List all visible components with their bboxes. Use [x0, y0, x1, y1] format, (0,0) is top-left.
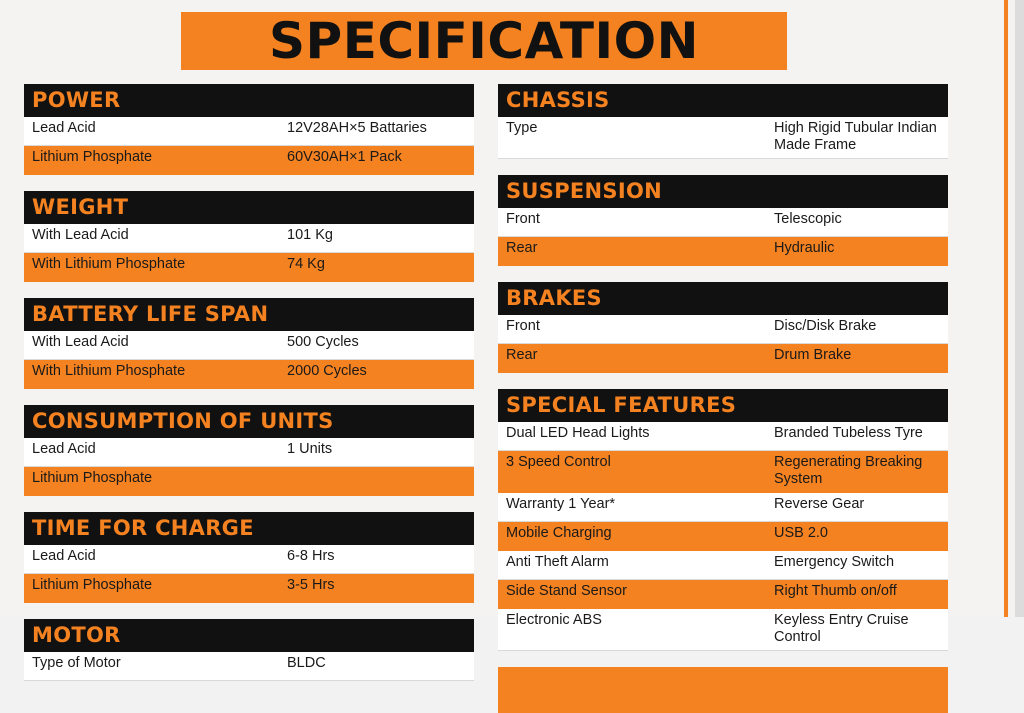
spec-row-label: Lead Acid — [32, 120, 96, 136]
spec-section-header — [24, 84, 474, 117]
spec-section — [498, 282, 948, 373]
spec-section-title: CHASSIS — [506, 88, 610, 112]
spec-section — [24, 619, 474, 681]
spec-section-header — [24, 298, 474, 331]
spec-row-value: Drum Brake — [774, 347, 852, 363]
spec-row-value: BLDC — [287, 655, 326, 671]
spec-row-label: Type — [506, 120, 538, 136]
spec-row-label: Front — [506, 211, 540, 227]
accent-filler-block — [498, 667, 948, 713]
spec-row — [24, 574, 474, 603]
spec-row — [24, 224, 474, 253]
spec-row-label: Mobile Charging — [506, 525, 612, 541]
spec-row-value: 1 Units — [287, 441, 333, 457]
spec-row-value: 12V28AH×5 Battaries — [287, 120, 427, 136]
spec-row — [24, 545, 474, 574]
spec-row-label: Side Stand Sensor — [506, 583, 627, 599]
spec-row-value: 500 Cycles — [287, 334, 359, 350]
spec-row-value: Branded Tubeless Tyre — [774, 425, 923, 441]
spec-row-label: Type of Motor — [32, 655, 121, 671]
spec-section-title: TIME FOR CHARGE — [32, 516, 254, 540]
edge-accent-bar — [1004, 0, 1008, 617]
spec-section — [24, 298, 474, 389]
spec-section — [24, 405, 474, 496]
spec-section-header — [24, 619, 474, 652]
spec-row-value: Hydraulic — [774, 240, 835, 256]
spec-row-value: 74 Kg — [287, 256, 325, 272]
spec-row-label: Dual LED Head Lights — [506, 425, 650, 441]
spec-row-label: Lead Acid — [32, 548, 96, 564]
spec-row-value: Disc/Disk Brake — [774, 318, 877, 334]
edge-grey-bar — [1015, 0, 1024, 617]
spec-section-header — [498, 175, 948, 208]
spec-row — [24, 146, 474, 175]
spec-row-label: With Lead Acid — [32, 334, 129, 350]
spec-row-value: 3-5 Hrs — [287, 577, 335, 593]
spec-section-header — [24, 512, 474, 545]
spec-row-label: Rear — [506, 347, 538, 363]
spec-section-header — [498, 282, 948, 315]
page-title: SPECIFICATION — [269, 12, 699, 70]
spec-row-label: With Lead Acid — [32, 227, 129, 243]
spec-row-value: Keyless Entry Cruise Control — [774, 612, 909, 645]
spec-row — [498, 522, 948, 551]
spec-section-title: POWER — [32, 88, 121, 112]
spec-row-value: 2000 Cycles — [287, 363, 367, 379]
spec-row-label: 3 Speed Control — [506, 454, 611, 470]
left-column — [24, 84, 474, 681]
spec-row-value: 101 Kg — [287, 227, 333, 243]
spec-row-label: Lead Acid — [32, 441, 96, 457]
spec-row — [24, 331, 474, 360]
spec-row-label: Lithium Phosphate — [32, 470, 153, 486]
spec-row — [24, 117, 474, 146]
spec-section-title: MOTOR — [32, 623, 121, 647]
spec-row — [498, 208, 948, 237]
spec-row-label: Rear — [506, 240, 538, 256]
spec-row-label: Warranty 1 Year* — [506, 496, 616, 512]
spec-row-value: High Rigid Tubular Indian Made Frame — [774, 120, 937, 153]
spec-row — [498, 493, 948, 522]
spec-row-label: With Lithium Phosphate — [32, 256, 186, 272]
spec-section-title: CONSUMPTION OF UNITS — [32, 409, 334, 433]
spec-section-title: SPECIAL FEATURES — [506, 393, 737, 417]
spec-section — [24, 84, 474, 175]
spec-row-value: Telescopic — [774, 211, 842, 227]
spec-section — [24, 512, 474, 603]
spec-section-header — [24, 405, 474, 438]
spec-section — [498, 84, 948, 159]
page-title-banner — [181, 12, 787, 70]
spec-row — [498, 117, 948, 159]
spec-section — [498, 389, 948, 651]
spec-row — [24, 438, 474, 467]
spec-row-value: Emergency Switch — [774, 554, 895, 570]
spec-row-label: Electronic ABS — [506, 612, 602, 628]
spec-section-header — [498, 84, 948, 117]
spec-row — [24, 253, 474, 282]
spec-row — [498, 580, 948, 609]
spec-row — [498, 422, 948, 451]
spec-section — [24, 191, 474, 282]
spec-row-label: Anti Theft Alarm — [506, 554, 609, 570]
spec-row — [498, 344, 948, 373]
spec-row-value: Regenerating Breaking System — [774, 454, 923, 487]
spec-row-label: With Lithium Phosphate — [32, 363, 186, 379]
spec-section-header — [24, 191, 474, 224]
spec-row — [498, 609, 948, 651]
spec-section-title: BATTERY LIFE SPAN — [32, 302, 269, 326]
spec-section-title: SUSPENSION — [506, 179, 662, 203]
spec-row — [24, 360, 474, 389]
spec-row-value: USB 2.0 — [774, 525, 828, 541]
spec-row-value: 60V30AH×1 Pack — [287, 149, 402, 165]
spec-row-label: Front — [506, 318, 540, 334]
spec-row — [24, 652, 474, 681]
spec-row-value: Right Thumb on/off — [774, 583, 897, 599]
spec-row — [498, 237, 948, 266]
spec-row — [498, 315, 948, 344]
spec-row-label: Lithium Phosphate — [32, 577, 153, 593]
spec-section-title: WEIGHT — [32, 195, 129, 219]
spec-row-value: Reverse Gear — [774, 496, 865, 512]
spec-section — [498, 175, 948, 266]
spec-section-title: BRAKES — [506, 286, 602, 310]
spec-row-value: 6-8 Hrs — [287, 548, 335, 564]
spec-row — [498, 551, 948, 580]
spec-row — [498, 451, 948, 493]
spec-row-label: Lithium Phosphate — [32, 149, 153, 165]
spec-section-header — [498, 389, 948, 422]
right-column — [498, 84, 948, 713]
spec-row — [24, 467, 474, 496]
